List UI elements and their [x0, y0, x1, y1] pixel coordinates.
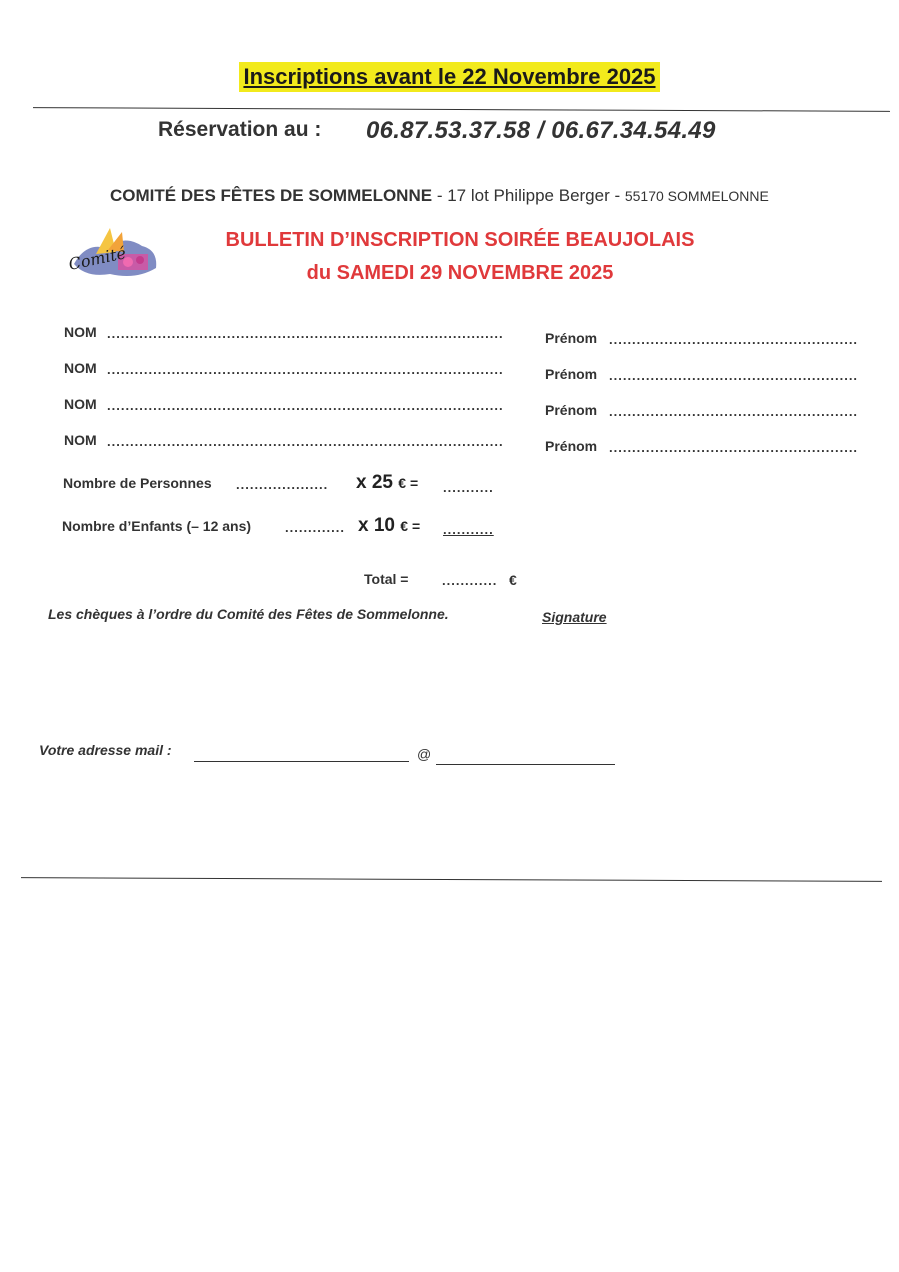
children-price — [358, 515, 420, 537]
top-divider — [33, 107, 890, 112]
prenom-field[interactable]: ...................................................... — [609, 368, 859, 383]
nom-label: NOM — [64, 360, 97, 376]
nom-field[interactable]: ...................................................................................... — [107, 434, 504, 449]
prenom-label: Prénom — [545, 402, 598, 418]
form-date: du SAMEDI 29 NOVEMBRE 2025 — [306, 262, 614, 284]
reservation-label: Réservation au : — [158, 118, 322, 141]
persons-count-field[interactable]: .................... — [236, 477, 329, 492]
prenom-field[interactable]: ...................................................... — [609, 404, 859, 419]
cheque-note: Les chèques à l’ordre du Comité des Fêtes de Sommelonne. — [48, 606, 449, 622]
nom-label: NOM — [64, 396, 97, 412]
prenom-field[interactable]: ...................................................... — [609, 440, 859, 455]
prenom-label: Prénom — [545, 438, 598, 454]
deadline-banner — [0, 64, 899, 90]
comite-logo — [66, 224, 162, 282]
email-user-field[interactable] — [194, 761, 409, 762]
children-count-field[interactable]: ............. — [285, 520, 345, 535]
organization-street: 17 lot Philippe Berger — [447, 186, 610, 205]
total-field[interactable]: ............ — [442, 573, 498, 588]
nom-field[interactable]: ...................................................................................... — [107, 398, 504, 413]
children-subtotal-field[interactable]: ........... — [443, 522, 494, 537]
organization-address — [110, 186, 769, 206]
currency-equals: € = — [398, 475, 419, 491]
nom-label: NOM — [64, 432, 97, 448]
child-price: 10 — [373, 515, 395, 536]
multiply-sign: x — [358, 515, 369, 536]
organization-city: 55170 SOMMELONNE — [624, 188, 769, 204]
children-label: Nombre d’Enfants (– 12 ans) — [62, 518, 252, 534]
bottom-divider — [21, 877, 882, 882]
prenom-label: Prénom — [545, 330, 598, 346]
form-title: BULLETIN D’INSCRIPTION SOIRÉE BEAUJOLAIS — [225, 229, 695, 251]
prenom-label: Prénom — [545, 366, 598, 382]
organization-name: COMITÉ DES FÊTES DE SOMMELONNE — [110, 186, 433, 205]
email-label: Votre adresse mail : — [39, 742, 172, 758]
at-sign: @ — [417, 746, 432, 762]
total-label: Total = — [364, 571, 409, 587]
currency-equals: € = — [400, 518, 421, 534]
persons-price — [356, 472, 418, 494]
email-domain-field[interactable] — [436, 764, 615, 765]
reservation-phones: 06.87.53.37.58 / 06.67.34.54.49 — [366, 117, 716, 144]
nom-field[interactable]: ...................................................................................... — [107, 326, 504, 341]
logo-text: Comité — [66, 243, 128, 274]
nom-field[interactable]: ...................................................................................... — [107, 362, 504, 377]
prenom-field[interactable]: ...................................................... — [609, 332, 859, 347]
nom-label: NOM — [64, 324, 97, 340]
persons-label: Nombre de Personnes — [63, 475, 212, 491]
multiply-sign: x — [356, 472, 367, 493]
adult-price: 25 — [371, 472, 393, 493]
signature-label: Signature — [542, 609, 607, 625]
persons-subtotal-field[interactable]: ........... — [443, 480, 494, 495]
separator: - — [609, 186, 625, 205]
total-currency: € — [509, 572, 517, 588]
separator: - — [432, 186, 448, 205]
deadline-text: Inscriptions avant le 22 Novembre 2025 — [239, 62, 659, 92]
